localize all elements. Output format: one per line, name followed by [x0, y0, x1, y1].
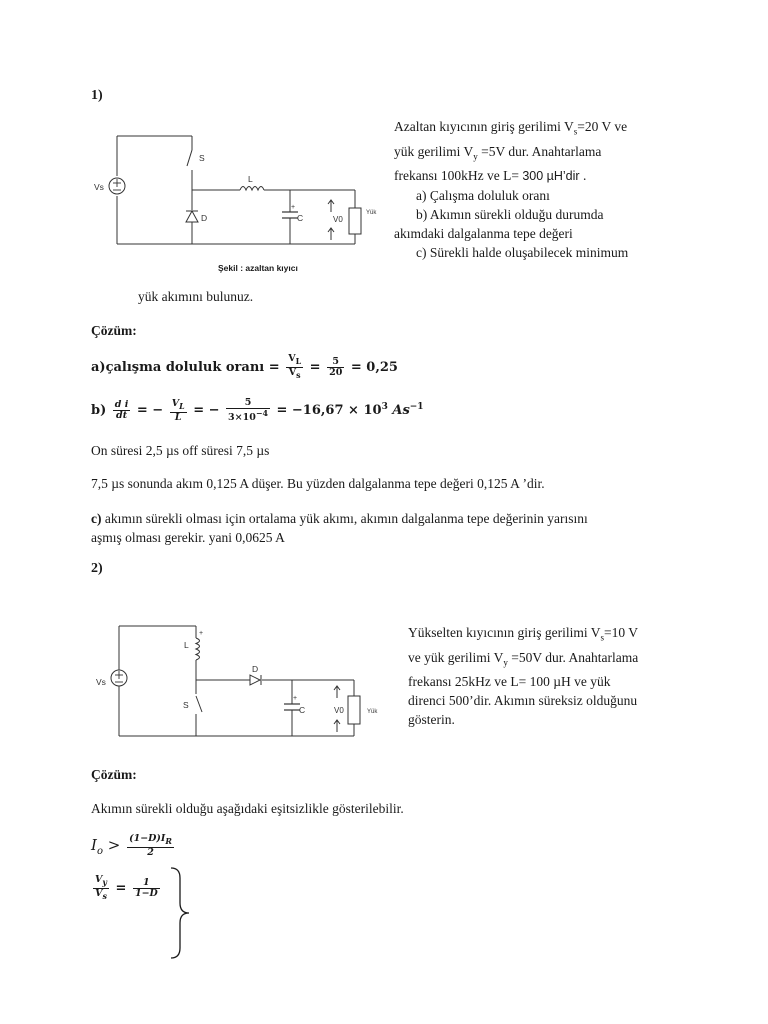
solution-1c-text: c) akımın sürekli olması için ortalama yük akımı, akımın dalgalanma tepe değerinin yarısını aşmış olması gerekir. yani 0,0625 A	[91, 511, 588, 545]
problem-1-number: 1)	[91, 88, 103, 103]
label-l: L	[184, 640, 189, 650]
inequality-equation: $I_o$ > $\frac{(1-D)I_R}{2}$	[91, 833, 172, 858]
label-vs: Vs	[96, 677, 106, 687]
solution-1b-equation: b) $\frac{\text{d i}}{dt}$ = − $\frac{V_L}{L}$ = − $\frac{5}{3\times 10^{-4}}$ = $-16,67 \times 10^3$ $As^{-1}$	[91, 397, 424, 424]
label-cap-polarity: +	[293, 695, 298, 702]
problem-2-number: 2)	[91, 561, 103, 576]
curly-brace	[168, 866, 194, 960]
label-s: S	[199, 153, 205, 163]
solution-2-label: Çözüm:	[91, 767, 137, 782]
solution-1a-equation: a)çalışma doluluk oranı = $\frac{V_L}{V_s}$ = $\frac{5}{20}$ = 0,25	[91, 353, 398, 380]
figure-caption: Şekil : azaltan kıyıcı	[218, 263, 298, 273]
ripple-text: 7,5 µs sonunda akım 0,125 A düşer. Bu yüzden dalgalanma tepe değeri 0,125 A ’dir.	[91, 476, 545, 491]
label-c: C	[299, 705, 306, 715]
label-inductor-polarity: +	[199, 630, 204, 637]
ratio-equation: $\frac{V_y}{V_s}$ = $\frac{1}{1-D}$	[95, 874, 158, 901]
label-vs: Vs	[94, 182, 104, 192]
buck-converter-circuit	[90, 128, 390, 253]
label-d: D	[252, 664, 259, 674]
label-d: D	[201, 213, 208, 223]
problem-1-text-end: yük akımını bulunuz.	[138, 289, 254, 304]
problem-1-text: Azaltan kıyıcının giriş gerilimi $V_s=20$ V ve yük gerilimi $V_y =5V$ dur. Anahtarlama frekansı 100kHz ve L= 300 µH’dir . a) Çalışma doluluk oranı b) Akımın sürekli olduğu durumda akımdaki dalgalanma tepe değeri c) Sürekli halde oluşabilecek minimum	[394, 119, 629, 261]
label-vo: V0	[334, 706, 344, 715]
option-a: a) Çalışma doluluk oranı	[416, 188, 550, 204]
label-cap-polarity: +	[291, 204, 296, 211]
label-load: Yük	[366, 210, 377, 216]
problem-2-text: Yükselten kıyıcının giriş gerilimi $V_s=10$ V ve yük gerilimi $V_y =50V$ dur. Anahtarlama frekansı 25kHz ve L= 100 µH ve yük direnci 500’dir. Akımın süreksiz olduğunu gösterin.	[408, 625, 639, 728]
option-b: b) Akımın sürekli olduğu durumda	[416, 207, 604, 223]
solution-1-label: Çözüm:	[91, 323, 137, 338]
on-off-times: On süresi 2,5 µs off süresi 7,5 µs	[91, 443, 270, 458]
option-c: c) Sürekli halde oluşabilecek minimum	[416, 245, 629, 261]
solution-2-intro: Akımın sürekli olduğu aşağıdaki eşitsizlikle gösterilebilir.	[91, 801, 404, 816]
label-l: L	[248, 174, 253, 184]
boost-converter-circuit	[92, 622, 392, 740]
label-c: C	[297, 213, 304, 223]
label-load: Yük	[367, 709, 378, 715]
label-vo: V0	[333, 215, 343, 224]
label-s: S	[183, 700, 189, 710]
